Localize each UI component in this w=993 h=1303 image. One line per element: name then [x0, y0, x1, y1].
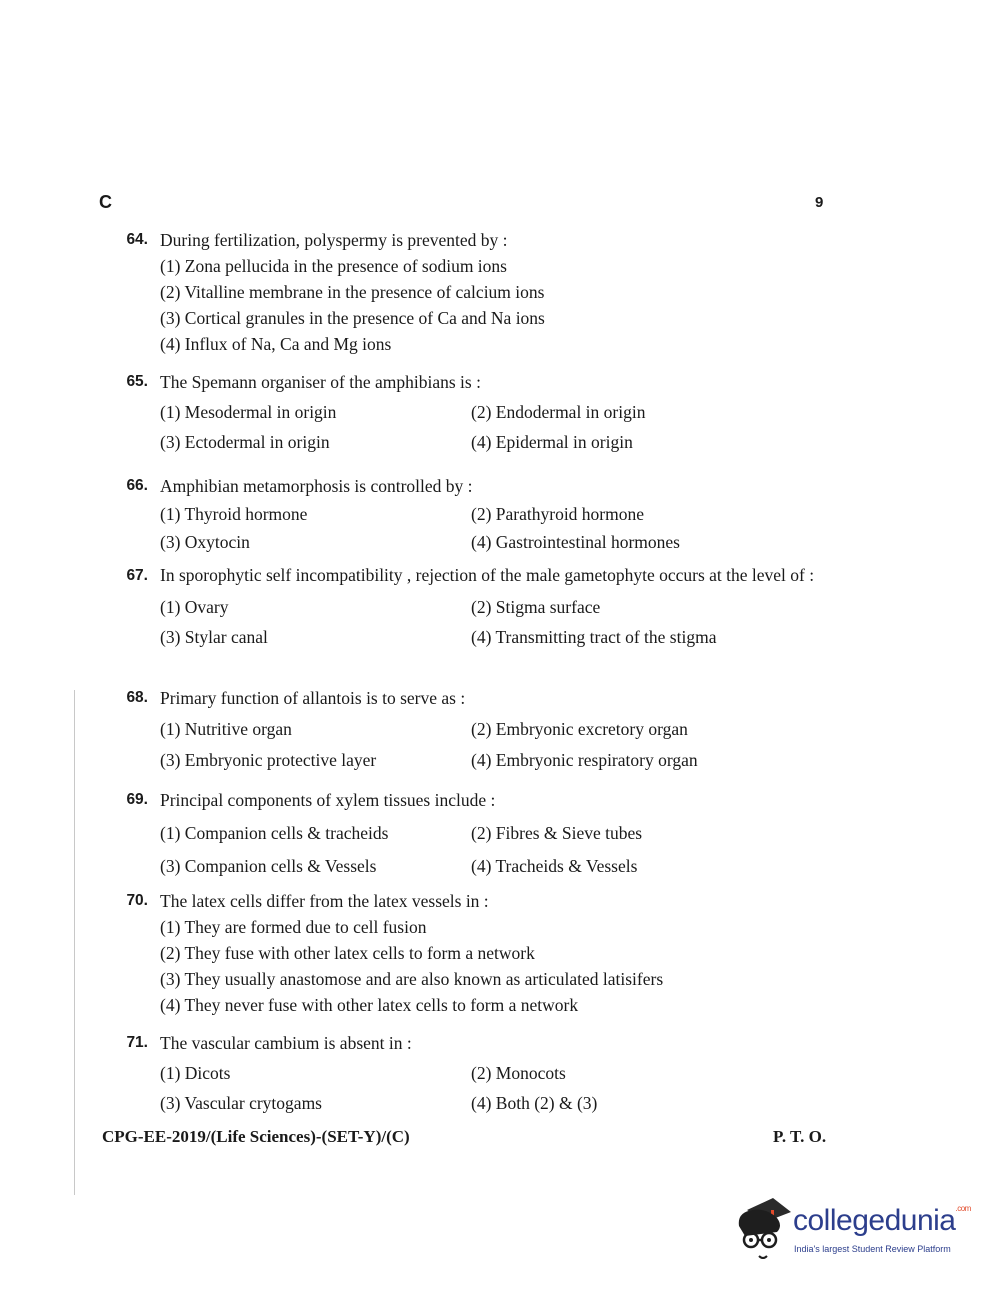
question-number: 68.: [126, 689, 148, 706]
brand-text: collegedunia: [793, 1204, 956, 1237]
option-1: (1) Mesodermal in origin: [160, 402, 337, 422]
option-3: (3) They usually anastomose and are also known as articulated latisifers: [160, 969, 664, 989]
question-text: The Spemann organiser of the amphibians is :: [160, 372, 481, 392]
option-1: (1) Ovary: [160, 597, 229, 617]
option-1: (1) Nutritive organ: [160, 719, 292, 739]
option-2: (2) Embryonic excretory organ: [471, 719, 688, 739]
question-65: [112, 369, 832, 455]
brand-suffix: .com: [955, 1204, 971, 1213]
option-3: (3) Oxytocin: [160, 532, 250, 552]
collegedunia-watermark: [733, 1196, 971, 1266]
question-text: Amphibian metamorphosis is controlled by :: [160, 476, 473, 496]
option-2: (2) Stigma surface: [471, 597, 601, 617]
option-2: (2) Parathyroid hormone: [471, 504, 645, 524]
option-4: (4) Influx of Na, Ca and Mg ions: [160, 334, 392, 354]
options-grid: [160, 716, 832, 773]
option-3: (3) Cortical granules in the presence of Ca and Na ions: [160, 308, 545, 328]
question-text: In sporophytic self incompatibility , rejection of the male gametophyte occurs at the level of :: [160, 565, 815, 585]
question-70: [112, 888, 832, 1018]
question-number: 70.: [126, 892, 148, 909]
options-list: [160, 253, 832, 357]
question-number: 64.: [126, 231, 148, 248]
question-number: 67.: [126, 567, 148, 584]
option-3: (3) Vascular crytogams: [160, 1093, 322, 1113]
option-1: (1) Zona pellucida in the presence of sodium ions: [160, 256, 507, 276]
options-grid: [160, 820, 832, 879]
option-3: (3) Companion cells & Vessels: [160, 856, 377, 876]
option-3: (3) Stylar canal: [160, 627, 268, 647]
option-4: (4) Embryonic respiratory organ: [471, 750, 698, 770]
question-69: [112, 787, 832, 879]
options-grid: [160, 594, 832, 650]
options-grid: [160, 1060, 832, 1116]
question-number: 69.: [126, 791, 148, 808]
question-text: The vascular cambium is absent in :: [160, 1033, 412, 1053]
options-grid: [160, 501, 832, 555]
option-3: (3) Ectodermal in origin: [160, 432, 330, 452]
mascot-icon: [733, 1196, 793, 1266]
question-number: 71.: [126, 1034, 148, 1051]
question-66: [112, 473, 832, 555]
pto-label: P. T. O.: [773, 1127, 827, 1146]
question-text: The latex cells differ from the latex vessels in :: [160, 891, 489, 911]
options-grid: [160, 399, 832, 455]
question-text: Primary function of allantois is to serve as :: [160, 688, 466, 708]
option-4: (4) Tracheids & Vessels: [471, 856, 638, 876]
brand-tagline: India's largest Student Review Platform: [794, 1244, 951, 1254]
question-67: [112, 563, 832, 650]
option-4: (4) Gastrointestinal hormones: [471, 532, 680, 552]
option-4: (4) Both (2) & (3): [471, 1093, 598, 1113]
option-1: (1) They are formed due to cell fusion: [160, 917, 427, 937]
brand-name: [793, 1204, 971, 1238]
option-1: (1) Companion cells & tracheids: [160, 823, 389, 843]
options-list: [160, 914, 832, 1018]
option-4: (4) They never fuse with other latex cells to form a network: [160, 995, 579, 1015]
option-2: (2) They fuse with other latex cells to form a network: [160, 943, 535, 963]
option-2: (2) Monocots: [471, 1063, 566, 1083]
option-2: (2) Vitalline membrane in the presence of calcium ions: [160, 282, 545, 302]
page-number: 9: [815, 194, 824, 211]
question-number: 65.: [126, 373, 148, 390]
option-1: (1) Dicots: [160, 1063, 231, 1083]
scan-margin-line: [74, 690, 75, 1195]
question-number: 66.: [126, 477, 148, 494]
question-64: [112, 227, 832, 357]
option-3: (3) Embryonic protective layer: [160, 750, 377, 770]
option-4: (4) Epidermal in origin: [471, 432, 633, 452]
set-code: C: [99, 192, 112, 212]
question-text: Principal components of xylem tissues include :: [160, 790, 496, 810]
option-4: (4) Transmitting tract of the stigma: [471, 627, 717, 647]
option-1: (1) Thyroid hormone: [160, 504, 308, 524]
question-71: [112, 1030, 832, 1116]
option-2: (2) Endodermal in origin: [471, 402, 646, 422]
question-text: During fertilization, polyspermy is prevented by :: [160, 230, 508, 250]
exam-code: CPG-EE-2019/(Life Sciences)-(SET-Y)/(C): [102, 1127, 410, 1146]
question-68: [112, 685, 832, 773]
option-2: (2) Fibres & Sieve tubes: [471, 823, 643, 843]
